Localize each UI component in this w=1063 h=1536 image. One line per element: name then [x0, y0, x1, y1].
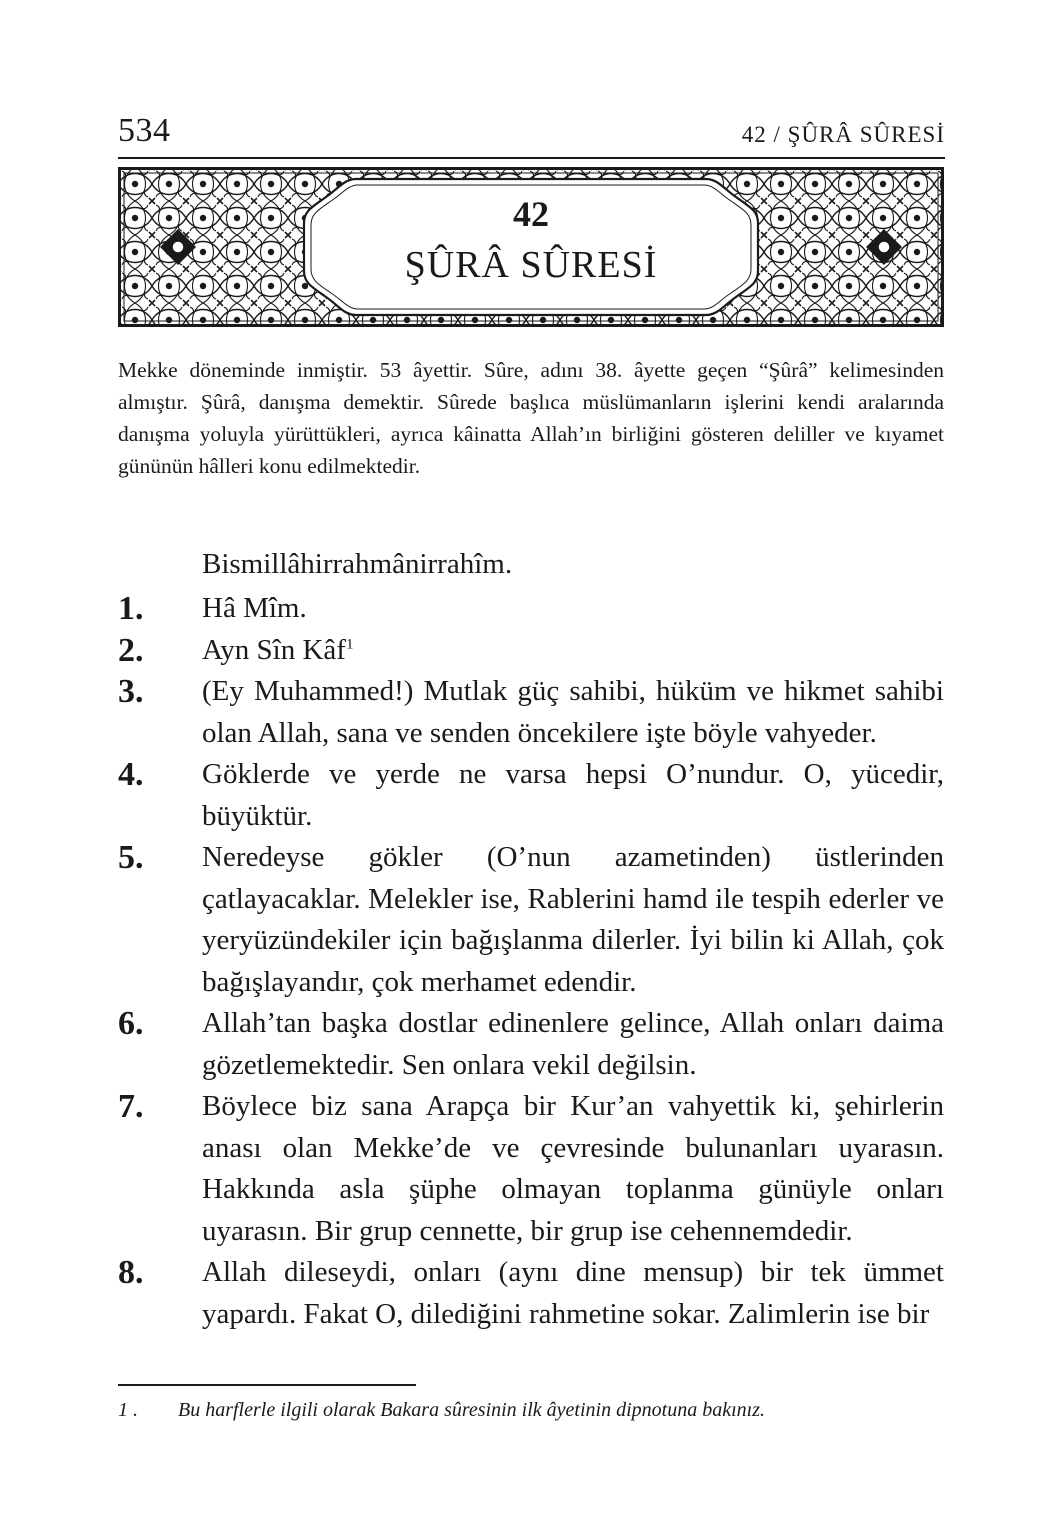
verse-text: Hâ Mîm.	[202, 592, 307, 624]
surah-title: ŞÛRÂ SÛRESİ	[404, 244, 658, 286]
verse-text-wrapper	[202, 630, 944, 672]
footnote-reference[interactable]: 1	[345, 635, 354, 652]
verse-number: 1.	[118, 590, 144, 627]
surah-introduction: Mekke döneminde inmiştir. 53 âyettir. Sûre, adını 38. âyette geçen “Şûrâ” kelimesinden almıştır. Şûrâ, danışma demektir. Sûrede başlıca müslümanların işlerini kendi aralarında danışma yoluyla yürüttükleri, ayrıca kâinatta Allah’ın birliğini gösteren deliller ve kıyamet gününün hâlleri konu edilmektedir.	[118, 358, 944, 478]
page-number: 534	[118, 112, 171, 149]
verse-number: 8.	[118, 1254, 144, 1291]
verse-item	[118, 1003, 944, 1086]
verse-number: 6.	[118, 1005, 144, 1042]
verse-item	[118, 1252, 944, 1335]
surah-banner	[118, 167, 944, 327]
verse-number: 3.	[118, 673, 144, 710]
verse-item	[118, 754, 944, 837]
verse-text: Allah’tan başka dostlar edinenlere gelince, Allah onları daima gözetlemektedir. Sen onlara vekil değilsin.	[202, 1007, 944, 1081]
basmala: Bismillâhirrahmânirrahîm.	[202, 548, 513, 580]
verse-text: Allah dileseydi, onları (aynı dine mensup) bir tek ümmet yapardı. Fakat O, dilediğini rahmetine sokar. Zalimlerin ise bir	[202, 1256, 944, 1330]
verse-number: 7.	[118, 1088, 144, 1125]
verse-number: 5.	[118, 839, 144, 876]
footnote-text: Bu harflerle ilgili olarak Bakara sûresinin ilk âyetinin dipnotuna bakınız.	[178, 1399, 765, 1421]
verse-number: 4.	[118, 756, 144, 793]
verse-text: (Ey Muhammed!) Mutlak güç sahibi, hüküm ve hikmet sahibi olan Allah, sana ve senden öncekilere işte böyle vahyeder.	[202, 675, 944, 749]
verse-text: Böylece biz sana Arapça bir Kur’an vahyettik ki, şehirlerin anası olan Mekke’de ve çevresinde bulunanları uyarasın. Hakkında asla şüphe olmayan toplanma günüyle onları uyarasın. Bir grup cennette, bir grup ise cehennemdedir.	[202, 1090, 944, 1247]
footnote-divider	[118, 1384, 416, 1386]
verse-item	[118, 588, 944, 630]
footnote	[118, 1399, 944, 1422]
verse-item	[118, 1086, 944, 1252]
surah-number: 42	[513, 194, 549, 234]
verse-text: Ayn Sîn Kâf	[202, 633, 346, 666]
verse-text: Göklerde ve yerde ne varsa hepsi O’nundur. O, yücedir, büyüktür.	[202, 758, 944, 832]
verse-item	[118, 837, 944, 1003]
verse-item	[118, 630, 944, 672]
footnote-number: 1 .	[118, 1399, 138, 1421]
verse-number: 2.	[118, 631, 144, 669]
verse-list	[118, 588, 944, 1335]
verse-item	[118, 671, 944, 754]
running-title: 42 / ŞÛRÂ SÛRESİ	[741, 122, 945, 147]
header-rule	[118, 157, 945, 159]
verse-text: Neredeyse gökler (O’nun azametinden) üstlerinden çatlayacaklar. Melekler ise, Rablerini hamd ile tespih ederler ve yeryüzündekiler için bağışlanma dilerler. İyi bilin ki Allah, çok bağışlayandır, çok merhamet edendir.	[202, 841, 944, 998]
